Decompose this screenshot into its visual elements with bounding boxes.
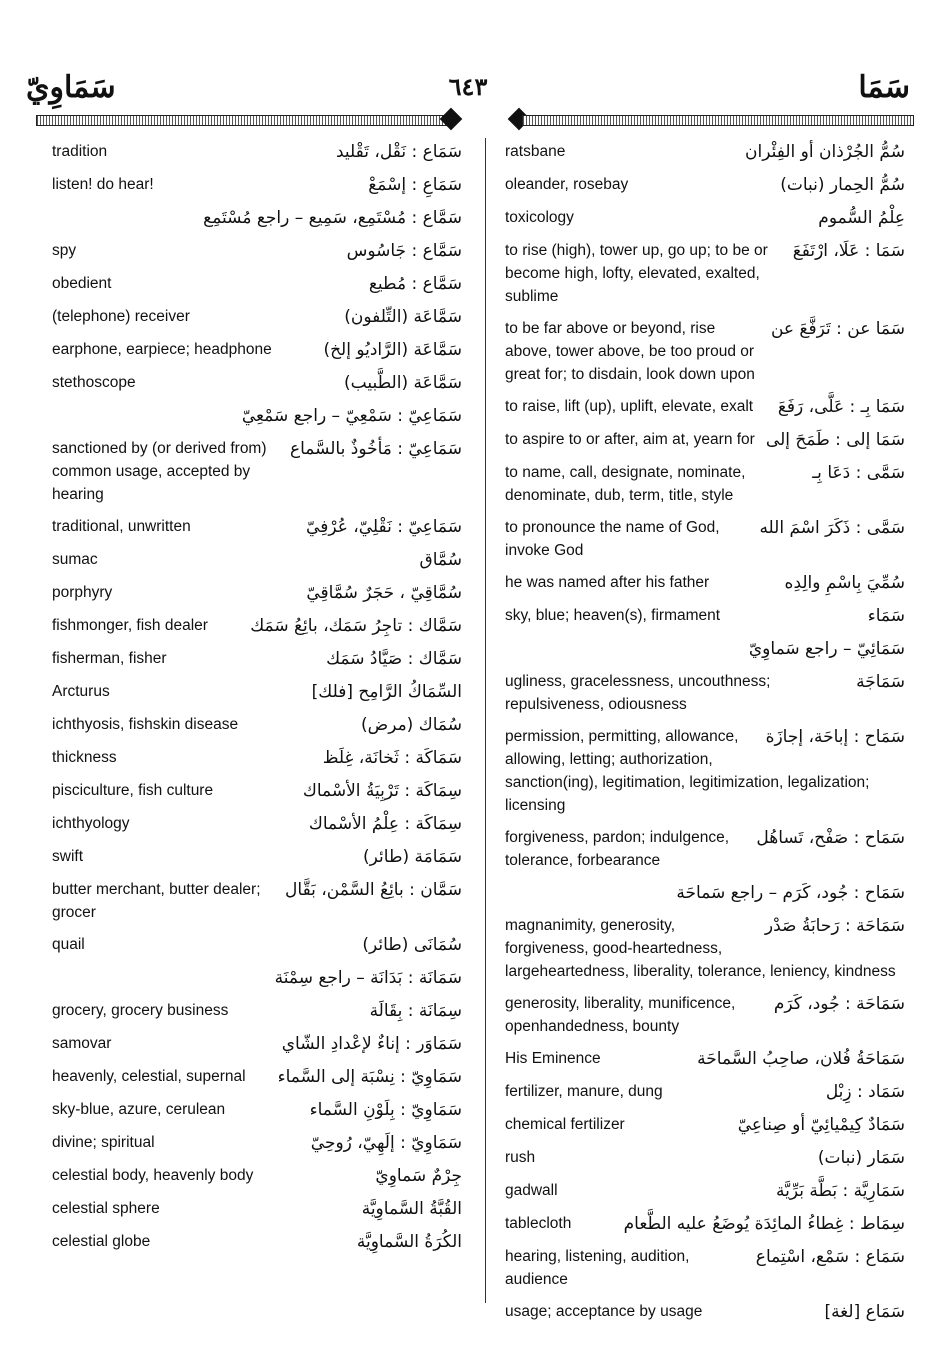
entry-english-definition: pisciculture, fish culture	[52, 782, 214, 799]
entry-arabic-headword: سَمَاع : نَقْل، تَقْليد	[335, 142, 462, 162]
entry-arabic-headword: سَمَاع [لغة]	[824, 1302, 905, 1322]
dictionary-entry	[52, 713, 462, 737]
entry-english-definition: celestial sphere	[52, 1200, 160, 1217]
entry-arabic-headword: سَمَا بِـ : عَلَّى، رَفَعَ	[777, 397, 905, 417]
entry-arabic-headword: سَمَاع : سَمْع، اسْتِماع	[755, 1247, 905, 1267]
entry-english-definition: Arcturus	[52, 683, 110, 700]
entry-arabic-headword: سُمَّاقِيّ ، حَجَرٌ سُمَّاقِيّ	[306, 583, 462, 603]
entry-arabic-headword: سَمَاء	[867, 606, 905, 626]
entry-arabic-headword: سَمَاح : جُود، كَرَم – راجع سَماحَة	[676, 883, 905, 903]
dictionary-entry	[505, 1212, 905, 1236]
entry-arabic-headword: سِمَاكَة : عِلْمُ الأسْماك	[308, 814, 462, 834]
entry-arabic-headword: سَمَاكَة : ثَخانَة، غِلَظ	[322, 748, 462, 768]
entry-english-definition: obedient	[52, 275, 112, 292]
entry-english-definition: listen! do hear!	[52, 176, 154, 193]
entry-english-definition: hearing, listening, audition, audience	[505, 1248, 690, 1288]
entry-english-definition: spy	[52, 242, 77, 259]
entry-arabic-headword: سَمَاوِيّ : نِسْبَة إلى السَّماء	[277, 1067, 462, 1087]
entry-arabic-headword: سَمَاعِيّ : سَمْعِيّ – راجع سَمْعِيّ	[241, 406, 462, 426]
entry-arabic-headword: سَمَارِيَّة : بَطَّة بَرِّيَّة	[776, 1181, 905, 1201]
entry-arabic-headword: سُمُّ الحِمار (نبات)	[780, 175, 905, 195]
dictionary-entry	[505, 206, 905, 230]
entry-arabic-headword: سَمَاد : زِبْل	[825, 1082, 905, 1102]
dictionary-entry	[52, 371, 462, 395]
dictionary-entry	[505, 881, 905, 905]
entry-arabic-headword: سَمَّاع : مُطيع	[368, 274, 462, 294]
dictionary-entry	[52, 338, 462, 362]
dictionary-entry	[505, 140, 905, 164]
dictionary-entry	[52, 614, 462, 638]
dictionary-entry	[52, 140, 462, 164]
entry-arabic-headword: سُمَانَى (طائر)	[362, 935, 462, 955]
entry-english-definition: rush	[505, 1149, 536, 1166]
dictionary-entry	[505, 571, 905, 595]
entry-english-definition: earphone, earpiece; headphone	[52, 341, 272, 358]
entry-english-definition: ichthyology	[52, 815, 130, 832]
dictionary-entry	[505, 1113, 905, 1137]
entry-english-definition: to raise, lift (up), uplift, elevate, exalt	[505, 398, 754, 415]
entry-english-definition: porphyry	[52, 584, 113, 601]
diamond-ornament-left	[440, 108, 463, 131]
entry-english-definition: sky, blue; heaven(s), firmament	[505, 607, 721, 624]
dictionary-entry	[505, 637, 905, 661]
dictionary-entry	[52, 878, 462, 924]
header-right-word: سَمَا	[858, 70, 910, 105]
entry-english-definition: tablecloth	[505, 1215, 572, 1232]
entry-english-definition: fishmonger, fish dealer	[52, 617, 208, 634]
entry-english-definition: toxicology	[505, 209, 574, 226]
entry-english-definition: grocery, grocery business	[52, 1002, 229, 1019]
dictionary-entry	[52, 548, 462, 572]
dictionary-entry	[505, 461, 905, 507]
dictionary-entry	[52, 1065, 462, 1089]
entry-arabic-headword: سَمَاوِيّ : بِلَوْنِ السَّماء	[309, 1100, 462, 1120]
right-column	[505, 140, 905, 1333]
dictionary-entry	[505, 516, 905, 562]
entry-arabic-headword: القُبَّةُ السَّماوِيَّة	[361, 1199, 462, 1219]
entry-arabic-headword: سِمَاكَة : تَرْبِيَةُ الأسْماك	[302, 781, 462, 801]
entry-english-definition: usage; acceptance by usage	[505, 1303, 703, 1320]
entry-arabic-headword: سَمَّان : بائِعُ السَّمْن، بَقَّال	[285, 880, 462, 900]
dictionary-entry	[52, 272, 462, 296]
dictionary-entry	[52, 581, 462, 605]
entry-arabic-headword: سَمَّاك : تاجِرُ سَمَك، بائِعُ سَمَك	[250, 616, 462, 636]
entry-arabic-headword: سَمَادٌ كِيمْيائِيّ أو صِناعِيّ	[737, 1115, 905, 1135]
dictionary-entry	[505, 1300, 905, 1324]
dictionary-entry	[505, 1146, 905, 1170]
entry-arabic-headword: سَمَا : عَلَا، ارْتَفَعَ	[792, 241, 905, 261]
entry-arabic-headword: سَمَّاك : صَيَّادُ سَمَك	[326, 649, 462, 669]
dictionary-entry	[505, 428, 905, 452]
entry-english-definition: celestial globe	[52, 1233, 151, 1250]
dictionary-entry	[505, 1179, 905, 1203]
entry-arabic-headword: عِلْمُ السُّموم	[818, 208, 905, 228]
header-rule-left	[36, 115, 448, 126]
entry-arabic-headword: سَمَانَة : بَدَانَة – راجع سِمْنَة	[274, 968, 462, 988]
dictionary-entry	[505, 992, 905, 1038]
entry-arabic-headword: سَمَاحَة : جُود، كَرَم	[773, 994, 905, 1014]
dictionary-entry	[505, 670, 905, 716]
dictionary-entry	[52, 779, 462, 803]
entry-english-definition: ichthyosis, fishskin disease	[52, 716, 239, 733]
entry-english-definition: ugliness, gracelessness, uncouthness; repulsiveness, odiousness	[505, 673, 771, 713]
dictionary-entry	[505, 725, 905, 817]
dictionary-entry	[52, 845, 462, 869]
entry-arabic-headword: سَمَّاعَة (التِّلفون)	[344, 307, 462, 327]
dictionary-entry	[52, 647, 462, 671]
entry-arabic-headword: سَمَاوِيّ : إلَهِيّ، رُوحِيّ	[310, 1133, 462, 1153]
entry-english-definition: swift	[52, 848, 83, 865]
dictionary-entry	[52, 173, 462, 197]
entry-arabic-headword: سَمَّاعَة (الطَّبيب)	[344, 373, 462, 393]
entry-arabic-headword: سَمَاح : صَفْح، تَساهُل	[756, 828, 905, 848]
entry-english-definition: divine; spiritual	[52, 1134, 155, 1151]
dictionary-entry	[52, 1098, 462, 1122]
entry-english-definition: butter merchant, butter dealer; grocer	[52, 881, 261, 921]
entry-english-definition: stethoscope	[52, 374, 136, 391]
left-column	[52, 140, 462, 1263]
dictionary-entry	[505, 173, 905, 197]
dictionary-entry	[52, 999, 462, 1023]
entry-english-definition: celestial body, heavenly body	[52, 1167, 254, 1184]
dictionary-entry	[52, 1164, 462, 1188]
header-rule-right	[522, 115, 914, 126]
entry-english-definition: forgiveness, pardon; indulgence, tolerance, forbearance	[505, 829, 730, 869]
entry-english-definition: gadwall	[505, 1182, 558, 1199]
entry-english-definition: to name, call, designate, nominate, denominate, dub, term, title, style	[505, 464, 746, 504]
dictionary-entry	[52, 746, 462, 770]
dictionary-entry	[505, 1245, 905, 1291]
entry-english-definition: ratsbane	[505, 143, 566, 160]
entry-arabic-headword: سَمَاوَر : إناءٌ لإعْدادِ الشّاي	[281, 1034, 462, 1054]
dictionary-entry	[505, 604, 905, 628]
dictionary-entry	[52, 1032, 462, 1056]
dictionary-entry	[52, 305, 462, 329]
entry-english-definition: he was named after his father	[505, 574, 710, 591]
entry-arabic-headword: سِمَانَة : بِقَالَة	[369, 1001, 462, 1021]
entry-english-definition: (telephone) receiver	[52, 308, 190, 325]
entry-english-definition: oleander, rosebay	[505, 176, 629, 193]
entry-english-definition: tradition	[52, 143, 108, 160]
dictionary-entry	[52, 1230, 462, 1254]
entry-arabic-headword: سَمَا عن : تَرَفَّعَ عن	[770, 319, 905, 339]
entry-arabic-headword: سَمَّى : ذَكَرَ اسْمَ الله	[759, 518, 905, 538]
entry-arabic-headword: الكُرَةُ السَّماوِيَّة	[356, 1232, 462, 1252]
entry-arabic-headword: سَمَّاع : مُسْتَمِع، سَمِيع – راجع مُسْتَمِع	[203, 208, 462, 228]
entry-english-definition: sanctioned by (or derived from) common usage, accepted by hearing	[52, 440, 267, 503]
dictionary-entry	[505, 395, 905, 419]
dictionary-entry	[505, 1047, 905, 1071]
entry-english-definition: thickness	[52, 749, 117, 766]
entry-english-definition: samovar	[52, 1035, 112, 1052]
dictionary-entry	[52, 239, 462, 263]
entry-arabic-headword: سَمَار (نبات)	[817, 1148, 905, 1168]
dictionary-entry	[505, 826, 905, 872]
entry-english-definition: magnanimity, generosity, forgiveness, good-heartedness, largeheartedness, liberality, tolerance, leniency, kindness	[505, 917, 896, 980]
entry-arabic-headword: سَمَاح : إباحَة، إجازَة	[765, 727, 905, 747]
entry-english-definition: fertilizer, manure, dung	[505, 1083, 663, 1100]
page-number: ٦٤٣	[448, 72, 488, 101]
entry-arabic-headword: سَمَّاع : جَاسُوس	[346, 241, 462, 261]
entry-arabic-headword: سَمَاعِيّ : مَأخُوذٌ بالسَّماع	[289, 439, 462, 459]
entry-english-definition: to pronounce the name of God, invoke God	[505, 519, 720, 559]
entry-english-definition: sumac	[52, 551, 98, 568]
entry-arabic-headword: سُمِّيَ بِاسْمِ والِدِه	[784, 573, 905, 593]
entry-arabic-headword: جِرْمٌ سَماوِيّ	[375, 1166, 462, 1186]
entry-english-definition: fisherman, fisher	[52, 650, 167, 667]
entry-arabic-headword: سَمَائِيّ – راجع سَماوِيّ	[748, 639, 905, 659]
dictionary-entry	[52, 680, 462, 704]
entry-arabic-headword: سُمَاك (مرض)	[361, 715, 462, 735]
entry-english-definition: heavenly, celestial, supernal	[52, 1068, 246, 1085]
dictionary-entry	[505, 1080, 905, 1104]
dictionary-entry	[52, 515, 462, 539]
dictionary-entry	[505, 239, 905, 308]
dictionary-entry	[52, 1197, 462, 1221]
header-left-word: سَمَاوِيّ	[26, 70, 116, 105]
entry-arabic-headword: سِمَاط : غِطاءُ المائِدَة يُوضَعُ عليه الطَّعام	[623, 1214, 905, 1234]
entry-english-definition: to aspire to or after, aim at, yearn for	[505, 431, 755, 448]
entry-arabic-headword: سَمَاعِيّ : نَقْلِيّ، عُرْفِيّ	[306, 517, 462, 537]
entry-arabic-headword: سَمَاعِ : إسْمَعْ	[368, 175, 462, 195]
entry-english-definition: quail	[52, 936, 85, 953]
entry-arabic-headword: سَمَا إلى : طَمَحَ إلى	[765, 430, 905, 450]
dictionary-entry	[52, 812, 462, 836]
entry-english-definition: to be far above or beyond, rise above, tower above, be too proud or great for; to disdain, look down upon	[505, 320, 755, 383]
entry-english-definition: His Eminence	[505, 1050, 601, 1067]
entry-arabic-headword: سَمَاجَة	[856, 672, 905, 692]
entry-arabic-headword: السِّمَاكُ الرَّامِح [فلك]	[311, 682, 462, 702]
column-divider	[485, 138, 486, 1303]
entry-english-definition: to rise (high), tower up, go up; to be or become high, lofty, elevated, exalted, sublime	[505, 242, 768, 305]
entry-arabic-headword: سُمُّ الجُرْذان أو الفِئْران	[745, 142, 905, 162]
entry-arabic-headword: سَمَّى : دَعَا بِـ	[812, 463, 905, 483]
entry-arabic-headword: سَمَّاعَة (الرَّاديُو إلخ)	[323, 340, 462, 360]
entry-english-definition: traditional, unwritten	[52, 518, 191, 535]
dictionary-entry	[52, 933, 462, 957]
entry-english-definition: permission, permitting, allowance, allowing, letting; authorization, sanction(ing), legitimation, legitimization, legalization; licensing	[505, 728, 870, 814]
dictionary-entry	[52, 404, 462, 428]
entry-arabic-headword: سَمَاحَة : رَحابَةُ صَدْر	[764, 916, 905, 936]
entry-arabic-headword: سُمَّاق	[419, 550, 462, 570]
entry-arabic-headword: سَمَاحَةُ فُلان، صاحِبُ السَّماحَة	[697, 1049, 905, 1069]
entry-english-definition: sky-blue, azure, cerulean	[52, 1101, 226, 1118]
entry-arabic-headword: سَمَامَة (طائر)	[363, 847, 462, 867]
dictionary-entry	[52, 437, 462, 506]
dictionary-entry	[505, 914, 905, 983]
entry-english-definition: chemical fertilizer	[505, 1116, 625, 1133]
entry-english-definition: generosity, liberality, munificence, openhandedness, bounty	[505, 995, 736, 1035]
dictionary-entry	[52, 966, 462, 990]
dictionary-entry	[52, 206, 462, 230]
dictionary-entry	[505, 317, 905, 386]
dictionary-entry	[52, 1131, 462, 1155]
